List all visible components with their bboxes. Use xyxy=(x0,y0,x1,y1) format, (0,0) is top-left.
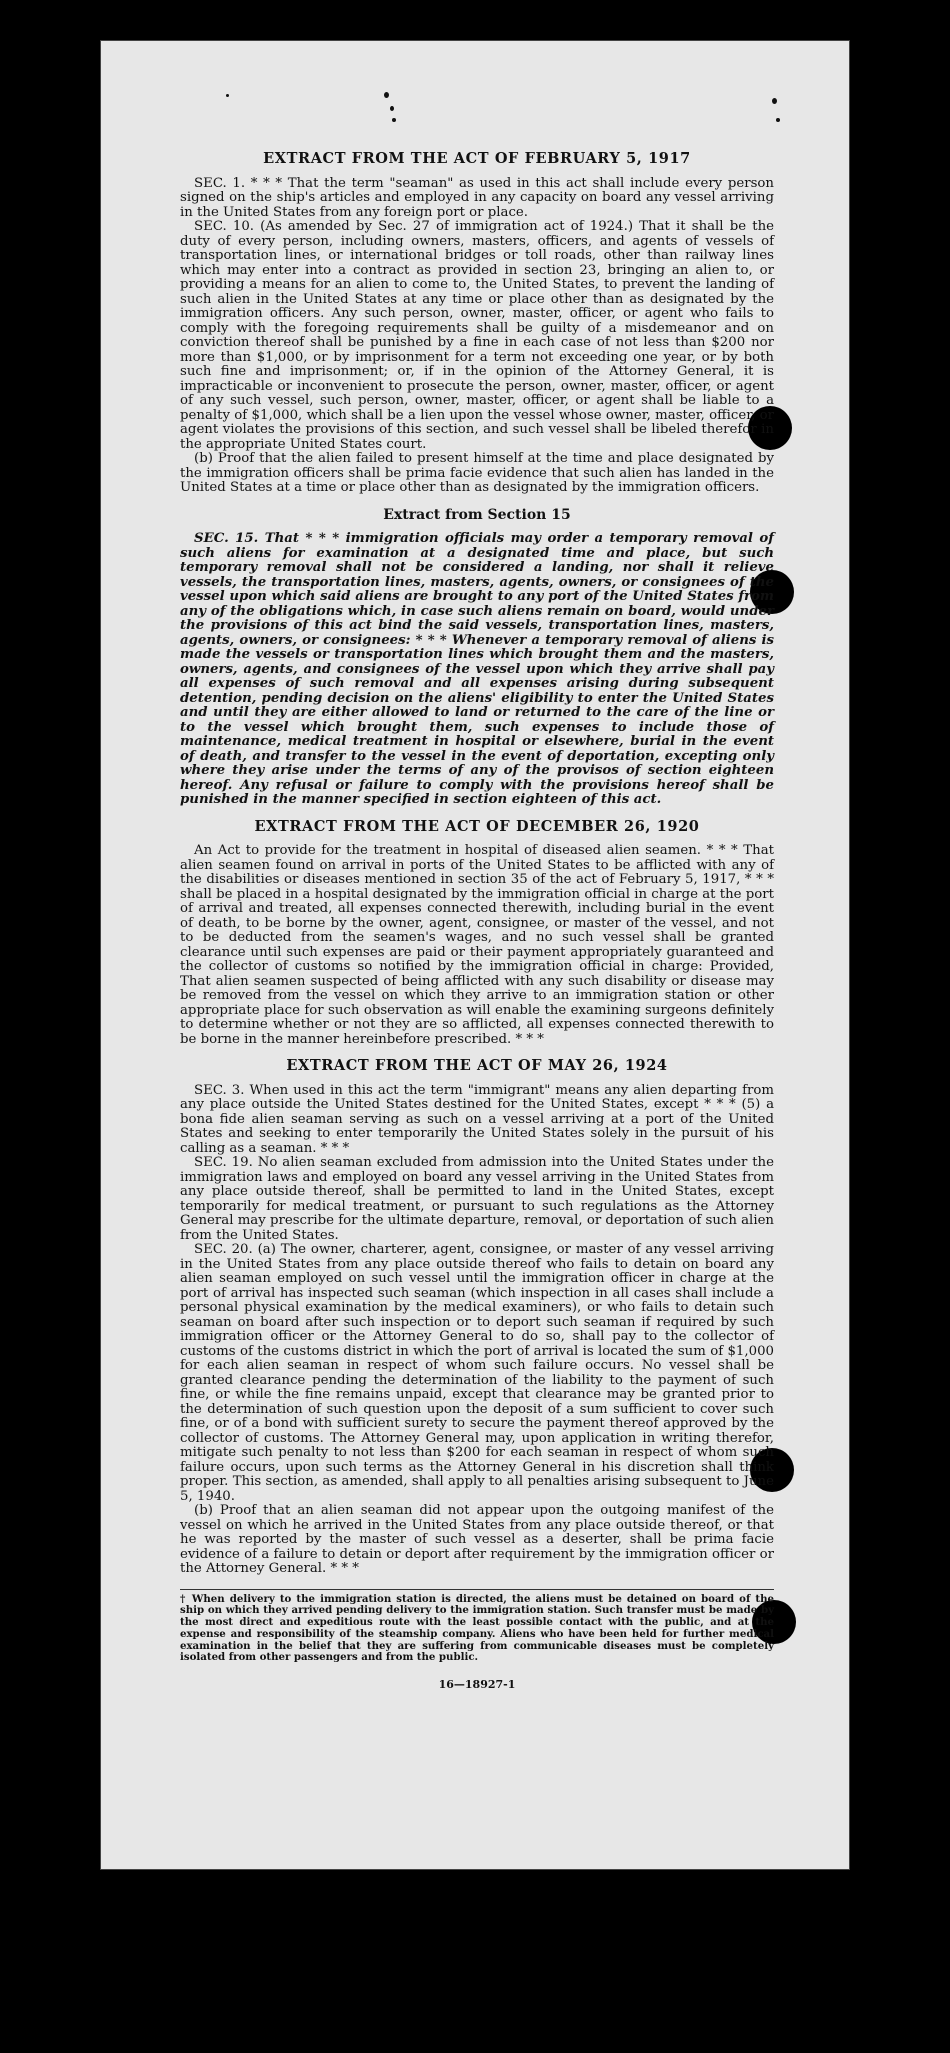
scan-speck xyxy=(384,92,389,98)
section-1: SEC. 1. * * * That the term "seaman" as used in this act shall include every person signed on the ship's articles and employed in any capacity on board any vessel arriving in the United States from any foreign port or place. xyxy=(180,175,774,220)
scan-speck xyxy=(226,94,229,97)
section-20-b: (b) Proof that an alien seaman did not appear upon the outgoing manifest of the vessel on which he arrived in the United States from any place outside thereof, or that he was reported by the master of such vessel as a deserter, shall be prima facie evidence of a failure to detain or deport after requirement by the immigration officer or the Attorney General. * * * xyxy=(180,1503,774,1576)
heading-act-1924: EXTRACT FROM THE ACT OF MAY 26, 1924 xyxy=(286,1057,668,1074)
section-10-b: (b) Proof that the alien failed to present himself at the time and place designated by the immigration officers shall be prima facie evidence that such alien has landed in the United States at a time or place other than as designated by the immigration officers. xyxy=(180,451,774,495)
section-3: SEC. 3. When used in this act the term "immigrant" means any alien departing from any place outside the United States destined for the United States, except * * * (5) a bona fide alien seaman serving as such on a vessel arriving at a port of the United States and seeking to enter temporarily the United States solely in the pursuit of his calling as a seaman. * * * xyxy=(180,1082,774,1156)
scan-speck xyxy=(392,118,396,122)
page-number: 16—18927-1 xyxy=(438,1678,516,1692)
section-15: SEC. 15. That * * * immigration officials may order a temporary removal of such aliens for examination at a designated time and place, but such temporary removal shall not be considered a landing, nor shall it relieve vessels, the transportation lines, masters, agents, owners, or consignees of the vessel upon which said aliens are brought to any port of the United States from any of the obligations which, in case such aliens remain on board, would under the provisions of this act bind the said vessels, transportation lines, masters, agents, owners, or consignees: * * * Whenever a temporary removal of aliens is made the vessels or transportation lines which brought them and the masters, owners, agents, and consignees of the vessel upon which they arrive shall pay all expenses of such removal and all expenses arising during subsequent detention, pending decision on the aliens' eligibility to enter the United States and until they are either allowed to land or returned to the care of the line or to the vessel which brought them, such expenses to include those of maintenance, medical treatment in hospital or elsewhere, burial in the event of death, and transfer to the vessel in the event of deportation, excepting only where they arise under the terms of any of the provisos of section eighteen hereof. Any refusal or failure to comply with the provisions hereof shall be punished in the manner specified in section eighteen of this act. xyxy=(180,531,774,807)
heading-section-15: Extract from Section 15 xyxy=(383,506,571,523)
scan-speck xyxy=(390,106,394,111)
heading-act-1917: EXTRACT FROM THE ACT OF FEBRUARY 5, 1917 xyxy=(263,150,691,167)
scan-speck xyxy=(776,118,780,122)
document-page xyxy=(100,40,850,1870)
section-10: SEC. 10. (As amended by Sec. 27 of immigration act of 1924.) That it shall be the duty of every person, including owners, masters, officers, and agents of vessels of transportation lines, or international bridges or toll roads, other than railway lines which may enter into a contract as provided in section 23, bringing an alien to, or providing a means for an alien to come to, the United States, to prevent the landing of such alien in the United States at any time or place other than as designated by the immigration officers. Any such person, owner, master, officer, or agent who fails to comply with the foregoing requirements shall be guilty of a misdemeanor and on conviction thereof shall be punished by a fine in each case of not less than $200 nor more than $1,000, or by imprisonment for a term not exceeding one year, or by both such fine and imprisonment; or, if in the opinion of the Attorney General, it is impracticable or inconvenient to prosecute the person, owner, master, officer, or agent of any such vessel, such person, owner, master, officer, or agent shall be liable to a penalty of $1,000, which shall be a lien upon the vessel whose owner, master, officer, or agent violates the provisions of this section, and such vessel shall be libeled therefor in the appropriate United States court. xyxy=(180,219,774,452)
document-body xyxy=(180,152,774,1693)
section-19: SEC. 19. No alien seaman excluded from admission into the United States under the immigration laws and employed on board any vessel arriving in the United States from any place outside thereof, shall be permitted to land in the United States, except temporarily for medical treatment, or pursuant to such regulations as the Attorney General may prescribe for the ultimate departure, removal, or deportation of such alien from the United States. xyxy=(180,1155,774,1243)
footnote: † When delivery to the immigration station is directed, the aliens must be detained on board of the ship on which they arrived pending delivery to the immigration station. Such transfer must be made by the most direct and expeditious route with the least possible contact with the public, and at the expense and responsibility of the steamship company. Aliens who have been held for further medical examination in the belief that they are suffering from communicable diseases must be completely isolated from other passengers and from the public. xyxy=(180,1589,774,1665)
scan-speck xyxy=(772,98,777,104)
heading-act-1920: EXTRACT FROM THE ACT OF DECEMBER 26, 1920 xyxy=(254,817,700,835)
act-1920-body: An Act to provide for the treatment in hospital of diseased alien seamen. * * * That alien seamen found on arrival in ports of the United States to be afflicted with any of the disabilities or diseases mentioned in section 35 of the act of February 5, 1917, * * * shall be placed in a hospital designated by the immigration official in charge at the port of arrival and treated, all expenses connected therewith, including burial in the event of death, to be borne by the owner, agent, consignee, or master of the vessel, and not to be deducted from the seamen's wages, and no such vessel shall be granted clearance until such expenses are paid or their payment appropriately guaranteed and the collector of customs so notified by the immigration official in charge: Provided, That alien seamen suspected of being afflicted with any such disability or disease may be removed from the vessel on which they arrive to an immigration station or other appropriate place for such observation as will enable the examining surgeons definitely to determine whether or not they are so afflicted, all expenses connected therewith to be borne in the manner hereinbefore prescribed. * * * xyxy=(180,843,774,1047)
section-20-a: SEC. 20. (a) The owner, charterer, agent, consignee, or master of any vessel arriving in the United States from any place outside thereof who fails to detain on board any alien seaman employed on such vessel until the immigration officer in charge at the port of arrival has inspected such seaman (which inspection in all cases shall include a personal physical examination by the medical examiners), or who fails to detain such seaman on board after such inspection or to deport such seaman if required by such immigration officer or the Attorney General to do so, shall pay to the collector of customs of the customs district in which the port of arrival is located the sum of $1,000 for each alien seaman in respect of whom such failure occurs. No vessel shall be granted clearance pending the determination of the liability to the payment of such fine, or while the fine remains unpaid, except that clearance may be granted prior to the determination of such question upon the deposit of a sum sufficient to cover such fine, or of a bond with sufficient surety to secure the payment thereof approved by the collector of customs. The Attorney General may, upon application in writing therefor, mitigate such penalty to not less than $200 for each seaman in respect of whom such failure occurs, upon such terms as the Attorney General in his discretion shall think proper. This section, as amended, shall apply to all penalties arising subsequent to June 5, 1940. xyxy=(180,1242,774,1504)
